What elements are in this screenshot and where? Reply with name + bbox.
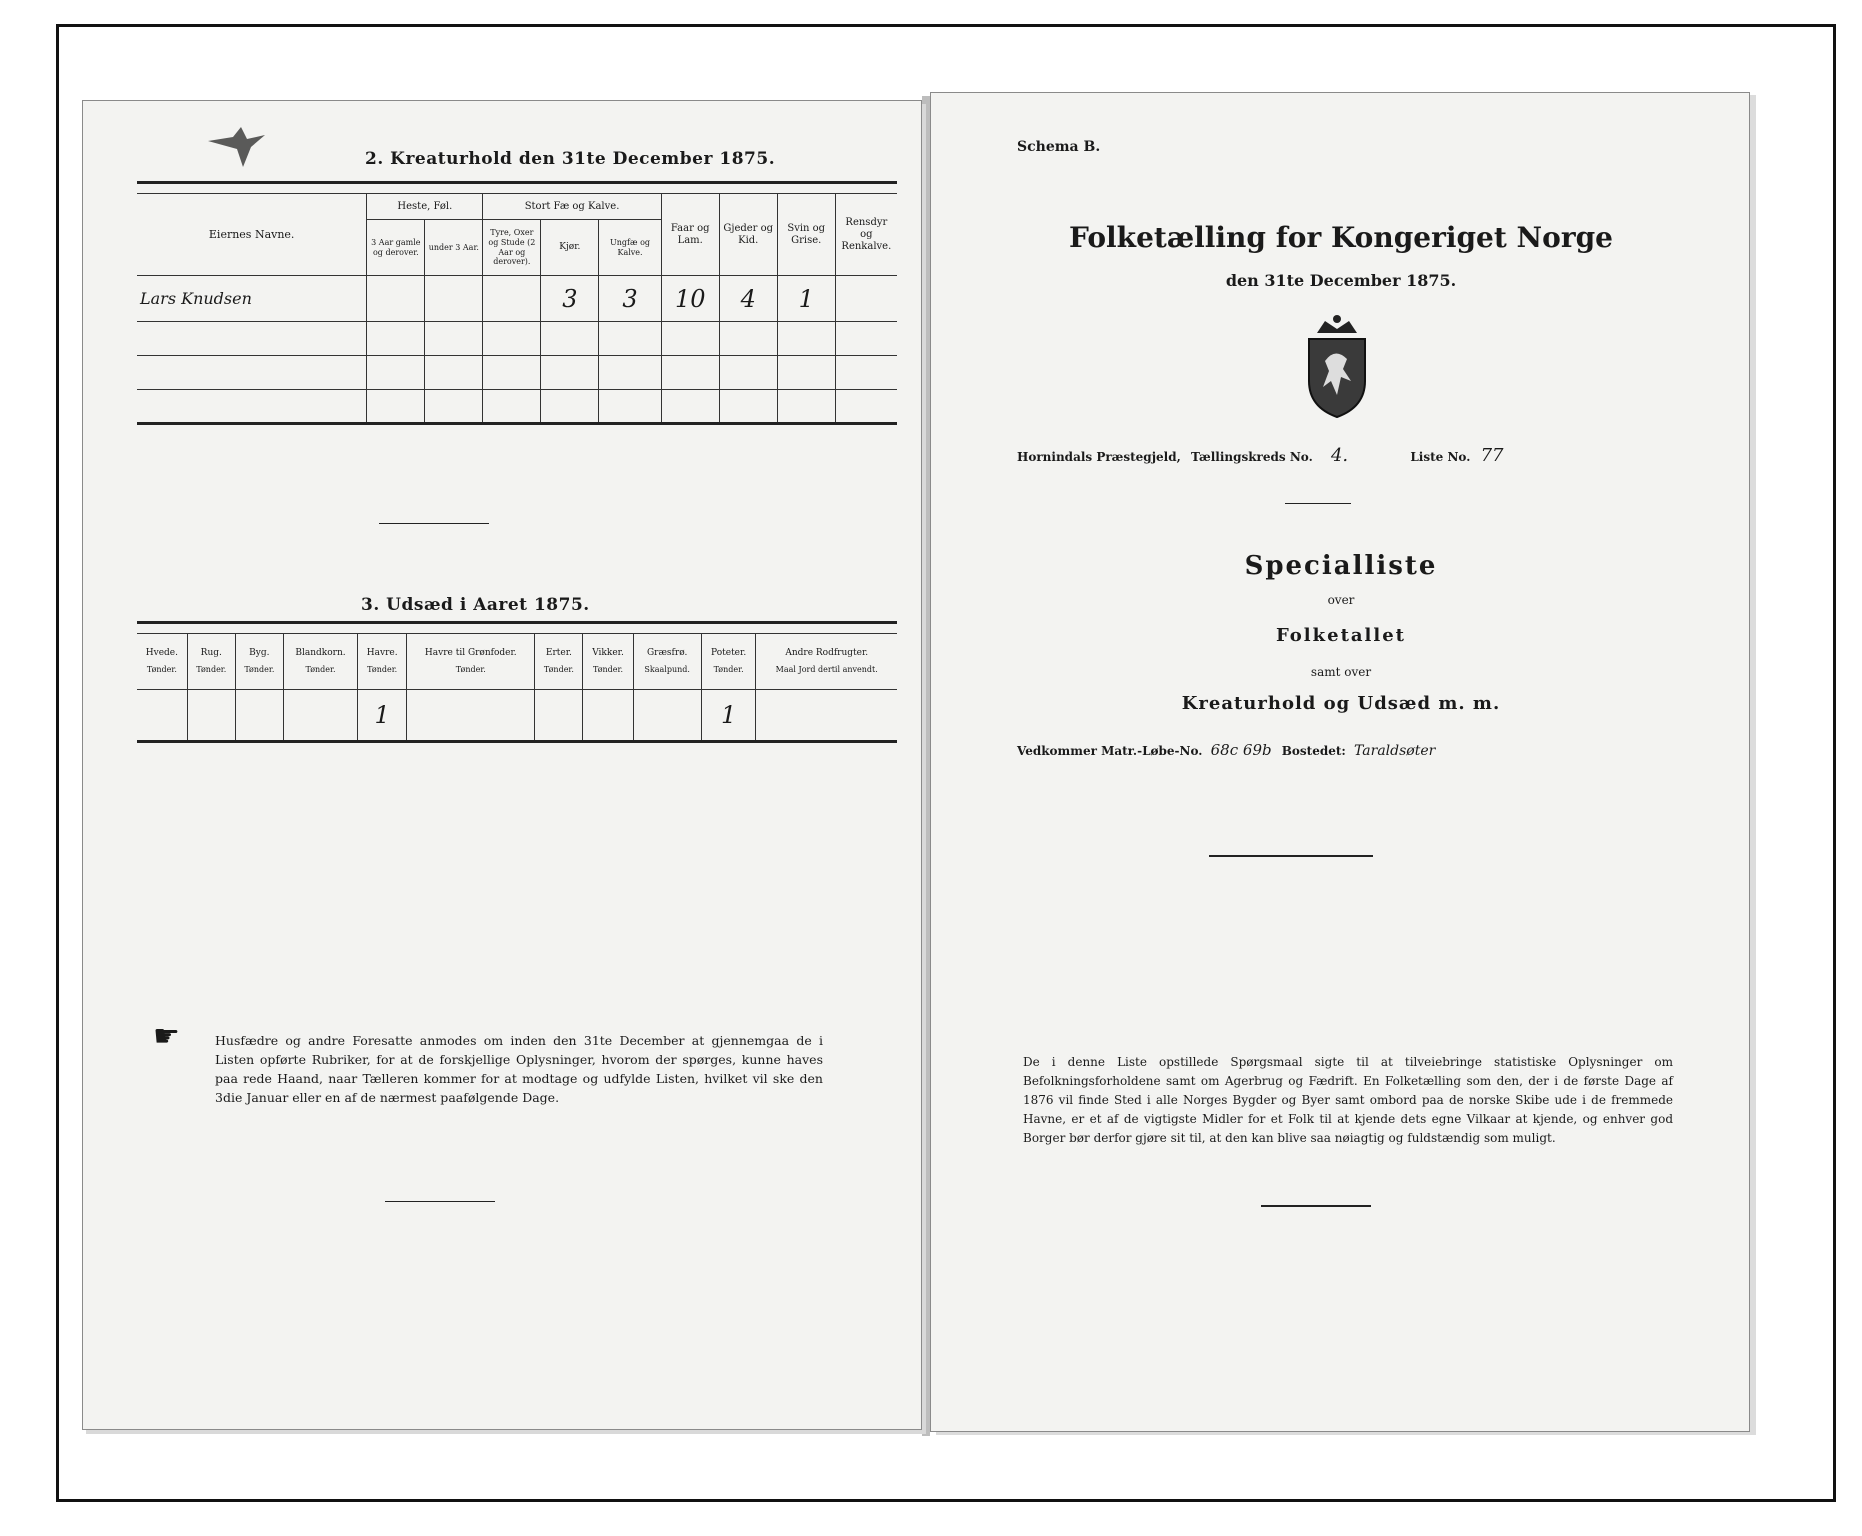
notice-body: Husfædre og andre Foresatte anmodes om inden den 31te December at gjennemgaa de i Listen opførte Rubriker, for at de forskjellige Oplysninger, hvorom der spørges, kunne haves paa rede Haand, naar Tælleren kommer for at modtage og udfylde Listen, hvilket vil ske den 3die Januar eller en af de nærmest paafølgende Dage. [215, 1033, 823, 1105]
cell-cattle-bulls [483, 276, 541, 322]
district-label: Tællingskreds No. [1191, 450, 1313, 464]
section2-title: 2. Kreaturhold den 31te December 1875. [365, 149, 776, 169]
seed-col-unit: Skaalpund. [644, 665, 690, 675]
kreatur-heading: Kreaturhold og Udsæd m. m. [1181, 693, 1501, 714]
pointing-hand-icon: ☛ [153, 1019, 180, 1054]
cell-pigs: 1 [777, 276, 835, 322]
owner-name: Lars Knudsen [137, 276, 367, 322]
matr-no: 68c 69b [1210, 741, 1272, 759]
section2-top-rule [137, 181, 897, 184]
seed-col-8 [633, 634, 701, 690]
seed-col-name: Blandkorn. [295, 648, 346, 659]
seed-col-0 [137, 634, 187, 690]
col-cattle-bulls: Tyre, Oxer og Stude (2 Aar og derover). [483, 220, 541, 276]
table-row [137, 390, 897, 424]
seed-col-5 [407, 634, 535, 690]
divider-bottom [385, 1201, 495, 1202]
col-horses-young: under 3 Aar. [425, 220, 483, 276]
section3-top-rule [137, 621, 897, 624]
seed-col-name: Andre Rodfrugter. [785, 648, 869, 659]
seed-col-unit: Maal Jord dertil anvendt. [775, 665, 878, 675]
col-cattle: Stort Fæ og Kalve. [483, 194, 661, 220]
seed-col-name: Poteter. [711, 648, 747, 659]
divider-mid [379, 523, 489, 524]
folketallet-heading: Folketallet [1276, 625, 1406, 646]
table-row [137, 276, 897, 322]
seed-value-8 [633, 690, 701, 742]
seed-col-unit: Tønder. [713, 665, 744, 675]
seed-value-6 [535, 690, 583, 742]
cell-horses-young [425, 276, 483, 322]
book-spine [922, 96, 930, 1436]
seed-col-2 [235, 634, 283, 690]
district-no: 4. [1330, 445, 1349, 466]
seed-col-unit: Tønder. [305, 665, 336, 675]
table-row [137, 356, 897, 390]
seed-col-7 [583, 634, 633, 690]
seed-col-name: Vikker. [592, 648, 624, 659]
schema-label: Schema B. [1017, 139, 1101, 155]
seed-value-3 [283, 690, 357, 742]
bosted-label: Bostedet: [1281, 744, 1346, 758]
cell-cattle-cows: 3 [541, 276, 599, 322]
col-horses-old: 3 Aar gamle og derover. [367, 220, 425, 276]
seed-value-0 [137, 690, 187, 742]
col-sheep: Faar og Lam. [661, 194, 719, 276]
seed-col-unit: Tønder. [543, 665, 574, 675]
seed-value-9: 1 [701, 690, 756, 742]
samt-over-label: samt over [1310, 665, 1372, 679]
seed-col-unit: Tønder. [196, 665, 227, 675]
col-goats: Gjeder og Kid. [719, 194, 777, 276]
sowing-table [137, 633, 897, 743]
seed-col-name: Byg. [249, 648, 270, 659]
col-cattle-cows: Kjør. [541, 220, 599, 276]
seed-value-1 [187, 690, 235, 742]
col-cattle-young: Ungfæ og Kalve. [599, 220, 661, 276]
seed-col-3 [283, 634, 357, 690]
seed-col-name: Erter. [545, 648, 572, 659]
parish-label: Hornindals Præstegjeld, [1017, 450, 1181, 464]
coat-of-arms-icon [1297, 311, 1377, 421]
divider-3 [1261, 1205, 1371, 1207]
table-row [137, 322, 897, 356]
seed-value-2 [235, 690, 283, 742]
seed-col-9 [701, 634, 756, 690]
divider-1 [1285, 503, 1351, 504]
census-subtitle: den 31te December 1875. [1225, 271, 1457, 290]
seed-col-6 [535, 634, 583, 690]
livestock-table [137, 193, 897, 425]
seed-col-unit: Tønder. [592, 665, 624, 675]
seed-col-unit: Tønder. [455, 665, 486, 675]
matr-line [1017, 741, 1435, 759]
seed-value-5 [407, 690, 535, 742]
location-line [1017, 445, 1503, 466]
seed-col-4 [358, 634, 407, 690]
seed-value-10 [756, 690, 897, 742]
seed-value-7 [583, 690, 633, 742]
cell-sheep: 10 [661, 276, 719, 322]
specialliste-heading: Specialliste [1244, 551, 1438, 581]
cell-cattle-young: 3 [599, 276, 661, 322]
right-page [930, 92, 1750, 1432]
divider-2 [1209, 855, 1373, 857]
census-title: Folketælling for Kongeriget Norge [1069, 221, 1613, 254]
seed-col-name: Hvede. [145, 648, 178, 659]
over-label: over [1327, 593, 1355, 607]
list-label: Liste No. [1410, 450, 1471, 464]
list-no: 77 [1480, 445, 1504, 466]
col-horses: Heste, Føl. [367, 194, 483, 220]
col-owner: Eiernes Navne. [137, 194, 367, 276]
stamp-mark-icon [203, 123, 273, 173]
seed-col-name: Havre til Grønfoder. [424, 648, 517, 659]
bosted-value: Taraldsøter [1354, 743, 1436, 759]
footer-text: De i denne Liste opstillede Spørgsmaal sigte til at tilveiebringe statistiske Oplysninger om Befolkningsforholdene samt om Agerbrug og Fædrift. En Folketælling som den, der i de første Dage af 1876 vil finde Sted i alle Norges Bygder og Byer samt ombord paa de norske Skibe ude i de fremmede Havne, er et af de vigtigste Midler for et Folk til at kjende dets egne Vilkaar at kjende, og enhver god Borger bør derfor gjøre sit til, at den kan blive saa nøiagtig og fuldstændig som muligt. [1023, 1055, 1673, 1145]
seed-col-1 [187, 634, 235, 690]
notice-text [153, 1019, 823, 1107]
seed-col-unit: Tønder. [244, 665, 275, 675]
matr-label: Vedkommer Matr.-Løbe-No. [1017, 744, 1203, 758]
cell-reindeer [835, 276, 897, 322]
seed-col-name: Rug. [200, 648, 222, 659]
cell-goats: 4 [719, 276, 777, 322]
seed-col-unit: Tønder. [146, 665, 177, 675]
seed-col-unit: Tønder. [367, 665, 398, 675]
seed-col-name: Græsfrø. [646, 648, 688, 659]
seed-value-4: 1 [358, 690, 407, 742]
col-pigs: Svin og Grise. [777, 194, 835, 276]
seed-col-name: Havre. [366, 648, 398, 659]
section3-title: 3. Udsæd i Aaret 1875. [361, 595, 590, 615]
cell-horses-old [367, 276, 425, 322]
seed-col-10 [756, 634, 897, 690]
col-reindeer: Rensdyr og Renkalve. [835, 194, 897, 276]
left-page [82, 100, 922, 1430]
